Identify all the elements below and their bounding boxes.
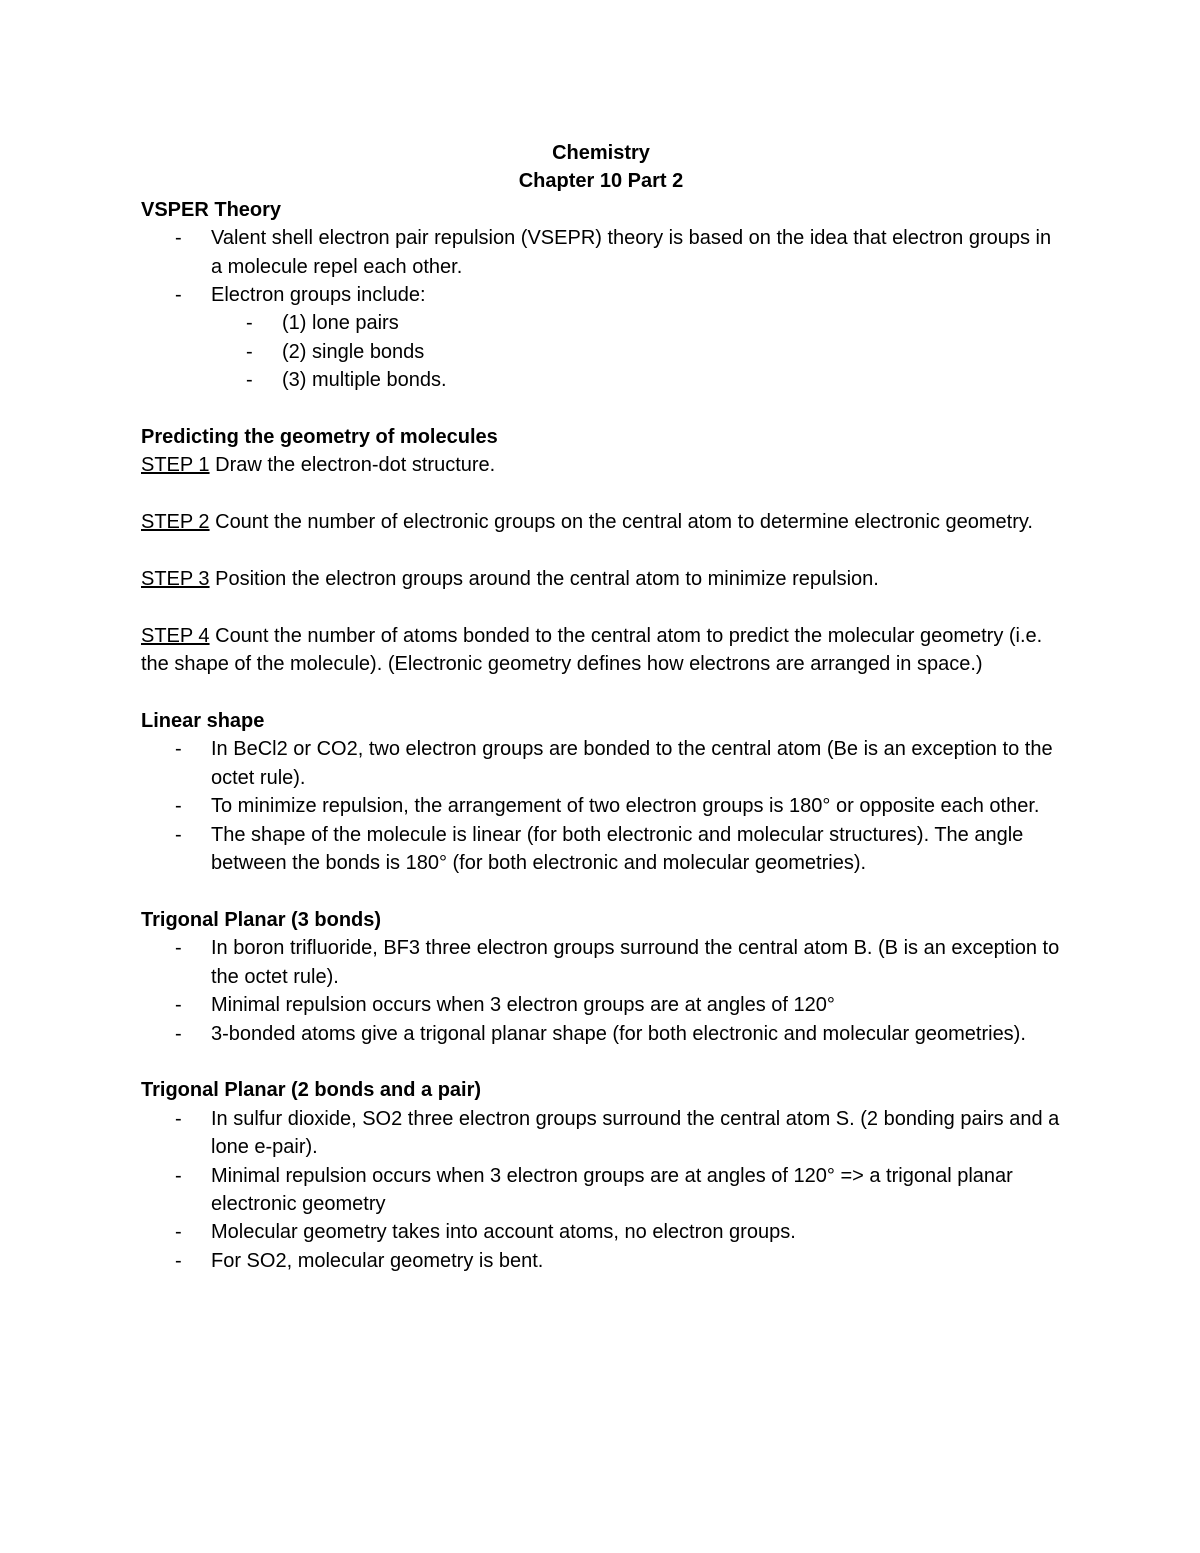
- step-label: STEP 4: [141, 624, 210, 647]
- section-predicting: [141, 423, 1061, 679]
- list-item: - In BeCl2 or CO2, two electron groups are bonded to the central atom (Be is an exception to the octet rule).: [141, 735, 1061, 792]
- document-subtitle: Chapter 10 Part 2: [518, 170, 684, 193]
- list-item: - The shape of the molecule is linear (for both electronic and molecular structures). The angle between the bonds is 180° (for both electronic and molecular geometries).: [141, 821, 1061, 878]
- sublist-item: - (1) lone pairs: [141, 309, 1061, 337]
- list-item: - Valent shell electron pair repulsion (VSEPR) theory is based on the idea that electron groups in a molecule repel each other.: [141, 224, 1061, 281]
- section-trigonal-2-bonds: [141, 1076, 1061, 1275]
- section-vsepr: [141, 196, 1061, 395]
- step-label: STEP 3: [141, 568, 210, 591]
- document-title: Chemistry: [552, 142, 650, 164]
- spacer: [141, 679, 1061, 707]
- list-item: - In sulfur dioxide, SO2 three electron groups surround the central atom S. (2 bonding pairs and a lone e-pair).: [141, 1105, 1061, 1162]
- document-page: [141, 139, 1061, 1275]
- step-text: Count the number of atoms bonded to the central atom to predict the molecular geometry (i.e. the shape of the molecule). (Electronic geometry defines how electrons are arranged in space.): [141, 624, 1043, 676]
- step-3: [141, 565, 1061, 593]
- list-item: - Molecular geometry takes into account atoms, no electron groups.: [141, 1218, 1061, 1246]
- step-label: STEP 2: [141, 511, 210, 534]
- spacer: [141, 537, 1061, 565]
- sublist-item: - (3) multiple bonds.: [141, 366, 1061, 394]
- section-trigonal-3-bonds: [141, 906, 1061, 1048]
- spacer: [141, 593, 1061, 621]
- list-item: - For SO2, molecular geometry is bent.: [141, 1247, 1061, 1275]
- list-item: - Minimal repulsion occurs when 3 electron groups are at angles of 120°: [141, 991, 1061, 1019]
- list-item: - Electron groups include:: [141, 281, 1061, 309]
- section-heading-trigonal-3: Trigonal Planar (3 bonds): [141, 908, 382, 931]
- spacer: [141, 395, 1061, 423]
- section-heading-predicting: Predicting the geometry of molecules: [141, 426, 498, 449]
- step-1: [141, 451, 1061, 479]
- list-item: - 3-bonded atoms give a trigonal planar shape (for both electronic and molecular geometries).: [141, 1020, 1061, 1048]
- section-heading-vsepr: VSPER Theory: [141, 198, 282, 221]
- vsepr-list: [141, 224, 1061, 309]
- step-2: [141, 508, 1061, 536]
- section-heading-trigonal-2: Trigonal Planar (2 bonds and a pair): [141, 1079, 482, 1102]
- trigonal-2-list: [141, 1105, 1061, 1275]
- step-label: STEP 1: [141, 454, 210, 477]
- trigonal-3-list: [141, 934, 1061, 1048]
- section-linear: [141, 707, 1061, 877]
- list-item: - Minimal repulsion occurs when 3 electron groups are at angles of 120° => a trigonal planar electronic geometry: [141, 1162, 1061, 1219]
- list-item: - In boron trifluoride, BF3 three electron groups surround the central atom B. (B is an exception to the octet rule).: [141, 934, 1061, 991]
- spacer: [141, 480, 1061, 508]
- section-heading-linear: Linear shape: [141, 710, 265, 733]
- step-text: Count the number of electronic groups on the central atom to determine electronic geometry.: [209, 511, 1033, 534]
- step-text: Position the electron groups around the central atom to minimize repulsion.: [209, 568, 879, 591]
- spacer: [141, 1048, 1061, 1076]
- electron-groups-sublist: [141, 309, 1061, 394]
- step-text: Draw the electron-dot structure.: [209, 454, 496, 477]
- step-4: [141, 622, 1061, 679]
- linear-list: [141, 735, 1061, 877]
- sublist-item: - (2) single bonds: [141, 338, 1061, 366]
- list-item: - To minimize repulsion, the arrangement of two electron groups is 180° or opposite each other.: [141, 792, 1061, 820]
- spacer: [141, 877, 1061, 905]
